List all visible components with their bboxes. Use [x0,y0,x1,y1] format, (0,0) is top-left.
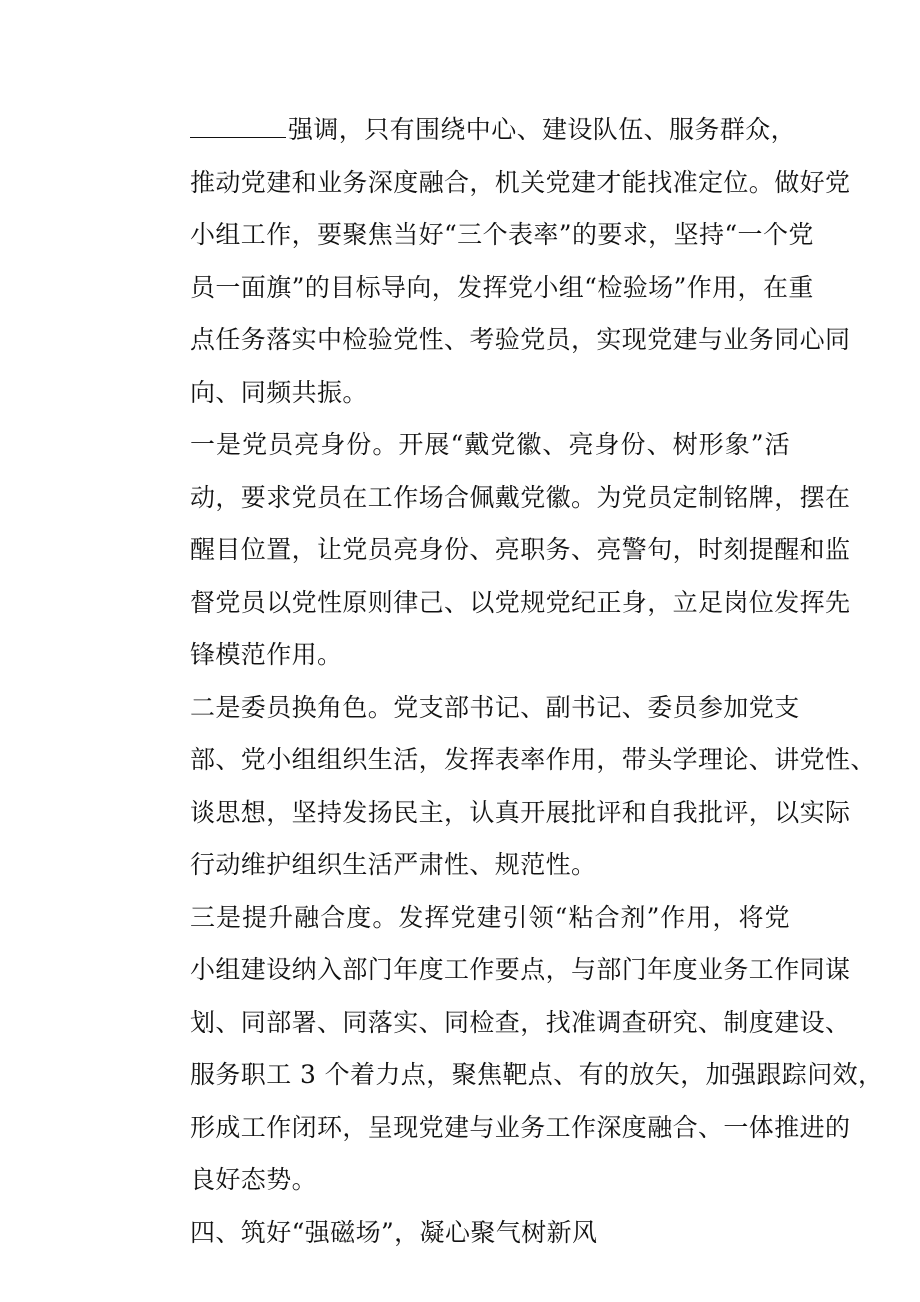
text-line [140,104,797,157]
text-line: 醒目位置，让党员亮身份、亮职务、亮警句，时刻提醒和监 [190,535,851,564]
fill-in-blank [190,111,286,138]
text-line: 一是党员亮身份。开展“戴党徽、亮身份、树形象”活 [190,430,790,459]
text-line: 锋模范作用。 [190,640,343,669]
text-line: 良好态势。 [190,1165,318,1194]
text-line: 三是提升融合度。发挥党建引领“粘合剂”作用，将党 [190,902,790,932]
text-line: 小组建设纳入部门年度工作要点，与部门年度业务工作同谋 [190,955,851,984]
text-line: 行动维护组织生活严肃性、规范性。 [190,850,597,879]
document-body [140,104,884,1259]
text-line: 二是委员换角色。党支部书记、副书记、委员参加党支 [190,692,800,722]
paragraph-3 [140,682,876,892]
text-line: 推动党建和业务深度融合，机关党建才能找准定位。做好党 [190,167,851,197]
text-line: 员一面旗”的目标导向，发挥党小组“检验场”作用，在重 [190,272,814,302]
text-line: 点任务落实中检验党性、考验党员，实现党建与业务同心同 [190,325,851,354]
text-line: 服务职工 3 个着力点，聚焦靶点、有的放矢，加强跟踪问效， [190,1060,884,1089]
text-line: 动，要求党员在工作场合佩戴党徽。为党员定制铭牌，摆在 [190,482,851,512]
text-line: 形成工作闭环，呈现党建与业务工作深度融合、一体推进的 [190,1112,851,1142]
paragraph-1 [140,104,851,419]
paragraph-4 [140,892,884,1207]
text-line-content: 强调，只有围绕中心、建设队伍、服务群众， [288,115,797,144]
text-line: 部、党小组组织生活，发挥表率作用，带头学理论、讲党性、 [190,745,876,774]
text-line: 督党员以党性原则律己、以党规党纪正身，立足岗位发挥先 [190,587,851,617]
section-heading-text: 四、筑好“强磁场”，凝心聚气树新风 [190,1217,598,1247]
text-line: 向、同频共振。 [190,377,368,407]
section-heading [140,1207,790,1260]
text-line: 谈思想，坚持发扬民主，认真开展批评和自我批评，以实际 [190,797,851,827]
text-line: 划、同部署、同落实、同检查，找准调查研究、制度建设、 [190,1007,851,1037]
text-line: 小组工作，要聚焦当好“三个表率”的要求，坚持“一个党 [190,220,814,249]
paragraph-2 [140,419,851,682]
